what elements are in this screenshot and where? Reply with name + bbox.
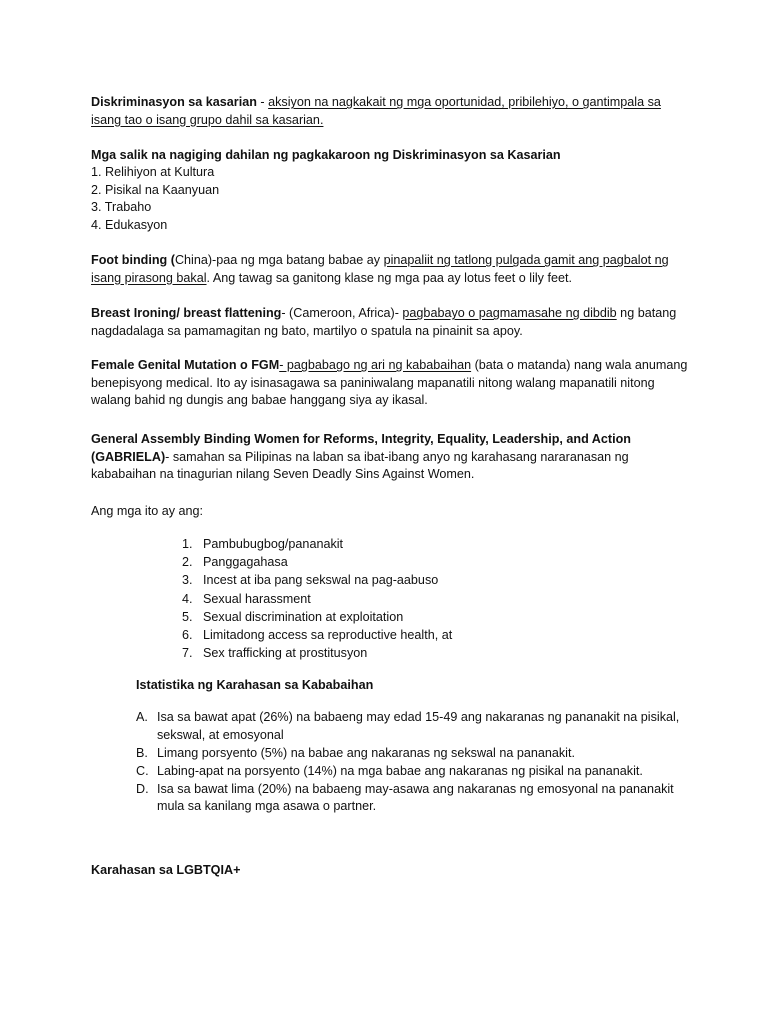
stats-heading-text: Istatistika ng Karahasan sa Kababaihan xyxy=(136,678,374,692)
factor-item: 3. Trabaho xyxy=(91,200,152,214)
definition-paragraph xyxy=(91,94,691,129)
list-item xyxy=(136,763,696,781)
factors-heading xyxy=(91,147,691,165)
gabriela-term: General Assembly Binding Women for Reforms, Integrity, Equality, Leadership, and Action (GABRIELA) xyxy=(91,432,631,464)
list-item xyxy=(182,609,452,627)
breast-ironing-term: Breast Ironing/ breast flattening xyxy=(91,306,282,320)
foot-binding-text-1: China)-paa ng mga batang babae ay xyxy=(174,253,384,267)
list-text: Incest at iba pang sekswal na pag-aabuso xyxy=(203,573,439,588)
list-number: 6. xyxy=(182,627,193,642)
list-letter: D. xyxy=(136,781,149,796)
breast-ironing-underlined: pagbabayo o pagmamasahe ng dibdib xyxy=(402,306,617,320)
foot-binding-paragraph xyxy=(91,252,691,287)
list-text: Pambubugbog/pananakit xyxy=(203,537,344,551)
list-number: 4. xyxy=(182,591,193,606)
fgm-text: (bata o matanda) nang wala anumang benepisyong medical. Ito ay isinasagawa sa paniniwalang mapanatili nitong walang mapanatili nitong walang bahid ng dungis ang babae hanggang siya ay ikasal. xyxy=(91,358,688,407)
fgm-paragraph xyxy=(91,357,691,410)
list-text: Sexual harassment xyxy=(203,591,311,606)
factors-heading-text: Mga salik na nagiging dahilan ng pagkakaroon ng Diskriminasyon sa Kasarian xyxy=(91,148,561,162)
breast-ironing-paragraph xyxy=(91,305,691,340)
list-text: Limang porsyento (5%) na babae ang nakaranas ng sekswal na pananakit. xyxy=(157,745,575,760)
foot-binding-term: Foot binding ( xyxy=(91,253,175,267)
list-text: Sexual discrimination at exploitation xyxy=(203,609,404,624)
gabriela-text: - samahan sa Pilipinas na laban sa ibat-ibang anyo ng karahasang nararanasan ng kababaihan na tinagurian nilang Seven Deadly Sins Against Women. xyxy=(91,449,629,481)
list-number: 2. xyxy=(182,555,193,570)
factor-item: 2. Pisikal na Kaanyuan xyxy=(91,182,220,197)
fgm-underlined: - pagbabago ng ari ng kababaihan xyxy=(279,358,472,372)
definition-separator: - xyxy=(256,95,269,109)
list-item xyxy=(136,781,696,816)
gabriela-paragraph xyxy=(91,431,691,484)
list-letter: A. xyxy=(136,710,148,724)
list-text: Sex trafficking at prostitusyon xyxy=(203,646,368,661)
foot-binding-text-2: . Ang tawag sa ganitong klase ng mga paa ay lotus feet o lily feet. xyxy=(206,270,572,285)
stats-list xyxy=(136,709,696,816)
breast-ironing-text-1: - (Cameroon, Africa)- xyxy=(281,306,403,320)
list-item xyxy=(182,536,452,554)
seven-sins-list xyxy=(182,536,452,663)
list-letter: B. xyxy=(136,745,148,760)
definition-text: aksiyon na nagkakait ng mga oportunidad, pribilehiyo, o gantimpala sa isang tao o isang grupo dahil sa kasarian. xyxy=(91,95,661,127)
definition-term: Diskriminasyon sa kasarian xyxy=(91,95,257,109)
fgm-term: Female Genital Mutation o FGM xyxy=(91,358,280,372)
list-item xyxy=(136,709,696,744)
foot-binding-underlined: pinapaliit ng tatlong pulgada gamit ang pagbalot ng isang pirasong bakal xyxy=(91,253,669,285)
list-number: 5. xyxy=(182,609,193,624)
list-text: Isa sa bawat lima (20%) na babaeng may-asawa ang nakaranas ng emosyonal na pananakit mula sa kanilang mga asawa o partner. xyxy=(157,781,674,813)
stats-heading xyxy=(136,677,736,695)
list-item xyxy=(182,627,452,645)
list-number: 7. xyxy=(182,646,193,661)
list-item xyxy=(182,572,452,590)
factor-item: 1. Relihiyon at Kultura xyxy=(91,165,215,179)
list-item xyxy=(182,554,452,572)
factor-item: 4. Edukasyon xyxy=(91,217,168,232)
breast-ironing-text-2: ng batang nagdadalaga sa pamamagitan ng bato, martilyo o spatula na pinainit sa apoy. xyxy=(91,306,677,338)
list-item xyxy=(182,591,452,609)
list-text: Limitadong access sa reproductive health, at xyxy=(203,627,453,642)
list-text: Isa sa bawat apat (26%) na babaeng may edad 15-49 ang nakaranas ng pananakit na pisikal, sekswal, at emosyonal xyxy=(157,710,680,742)
lgbt-heading-text: Karahasan sa LGBTQIA+ xyxy=(91,863,241,877)
factors-list xyxy=(91,164,691,234)
list-number: 3. xyxy=(182,573,193,588)
list-number: 1. xyxy=(182,537,193,551)
lgbt-heading xyxy=(91,862,691,880)
list-text: Labing-apat na porsyento (14%) na mga babae ang nakaranas ng pisikal na pananakit. xyxy=(157,763,643,778)
list-item xyxy=(136,745,696,763)
list-text: Panggagahasa xyxy=(203,555,288,570)
list-letter: C. xyxy=(136,763,149,778)
sins-intro xyxy=(91,503,691,521)
list-item xyxy=(182,645,452,663)
sins-intro-text: Ang mga ito ay ang: xyxy=(91,504,204,518)
